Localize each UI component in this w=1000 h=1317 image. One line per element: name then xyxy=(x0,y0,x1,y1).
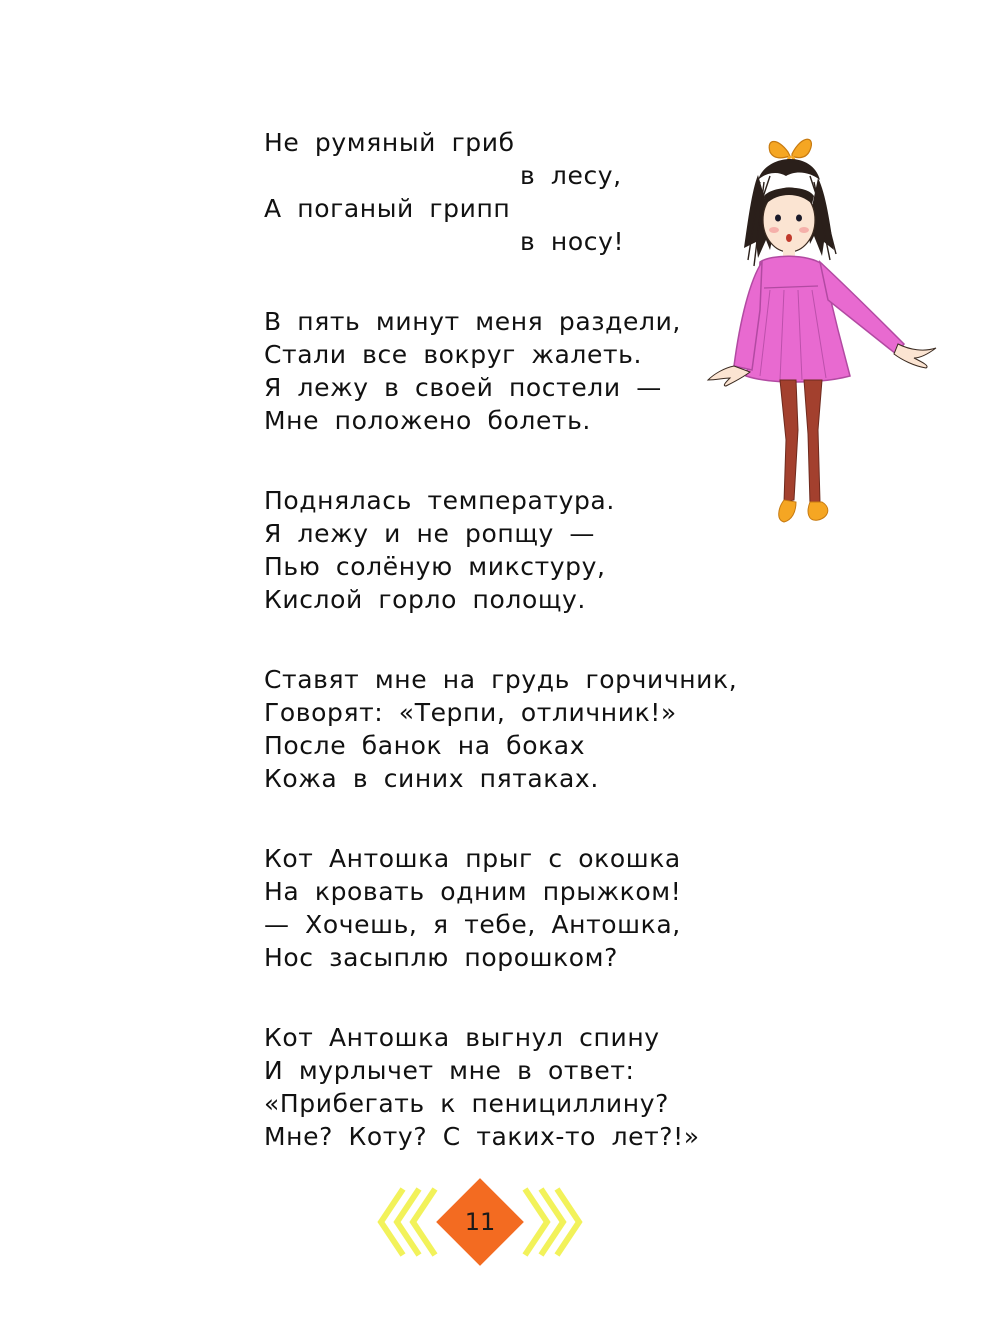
poem-line: Кислой горло полощу. xyxy=(264,585,586,614)
chevron-left-icon xyxy=(381,1189,435,1255)
chevron-right-icon xyxy=(525,1189,579,1255)
poem-line: На кровать одним прыжком! xyxy=(264,877,682,906)
stanza-6 xyxy=(264,1021,784,1153)
poem-line: Говорят: «Терпи, отличник!» xyxy=(264,698,677,727)
poem-line: Поднялась температура. xyxy=(264,486,615,515)
poem-line: Мне положено болеть. xyxy=(264,406,591,435)
page-footer xyxy=(375,1175,585,1270)
pink-dress xyxy=(734,256,904,382)
poem-line: Кот Антошка прыг с окошка xyxy=(264,844,681,873)
poem-line: Пью солёную микстуру, xyxy=(264,552,606,581)
poem-line: «Прибегать к пенициллину? xyxy=(264,1089,669,1118)
page-number-badge xyxy=(435,1177,525,1267)
stanza-4 xyxy=(264,663,784,795)
page-number: 11 xyxy=(464,1208,496,1236)
poem-line: Кот Антошка выгнул спину xyxy=(264,1023,660,1052)
poem-line: Ставят мне на грудь горчичник, xyxy=(264,665,738,694)
poem-line: После банок на боках xyxy=(264,731,586,760)
face xyxy=(763,188,815,252)
girl-illustration xyxy=(700,130,945,550)
poem-line: И мурлычет мне в ответ: xyxy=(264,1056,635,1085)
shoes xyxy=(779,500,828,522)
poem-line: Я лежу и не ропщу — xyxy=(264,519,596,548)
poem-line: — Хочешь, я тебе, Антошка, xyxy=(264,910,681,939)
poem-line: Я лежу в своей постели — xyxy=(264,373,662,402)
poem-line: А поганый грипп xyxy=(264,194,511,223)
poem-line: В пять минут меня раздели, xyxy=(264,307,681,336)
stockings xyxy=(780,380,822,504)
poem-line: Кожа в синих пятаках. xyxy=(264,764,599,793)
poem-line: Нос засыплю порошком? xyxy=(264,943,619,972)
poem-line: Мне? Коту? С таких-то лет?!» xyxy=(264,1122,700,1151)
stanza-5 xyxy=(264,842,784,974)
poem-line: Не румяный гриб xyxy=(264,128,515,157)
poem-line: в лесу, xyxy=(520,161,622,190)
poem-line: Стали все вокруг жалеть. xyxy=(264,340,643,369)
poem-line: в носу! xyxy=(520,227,625,256)
